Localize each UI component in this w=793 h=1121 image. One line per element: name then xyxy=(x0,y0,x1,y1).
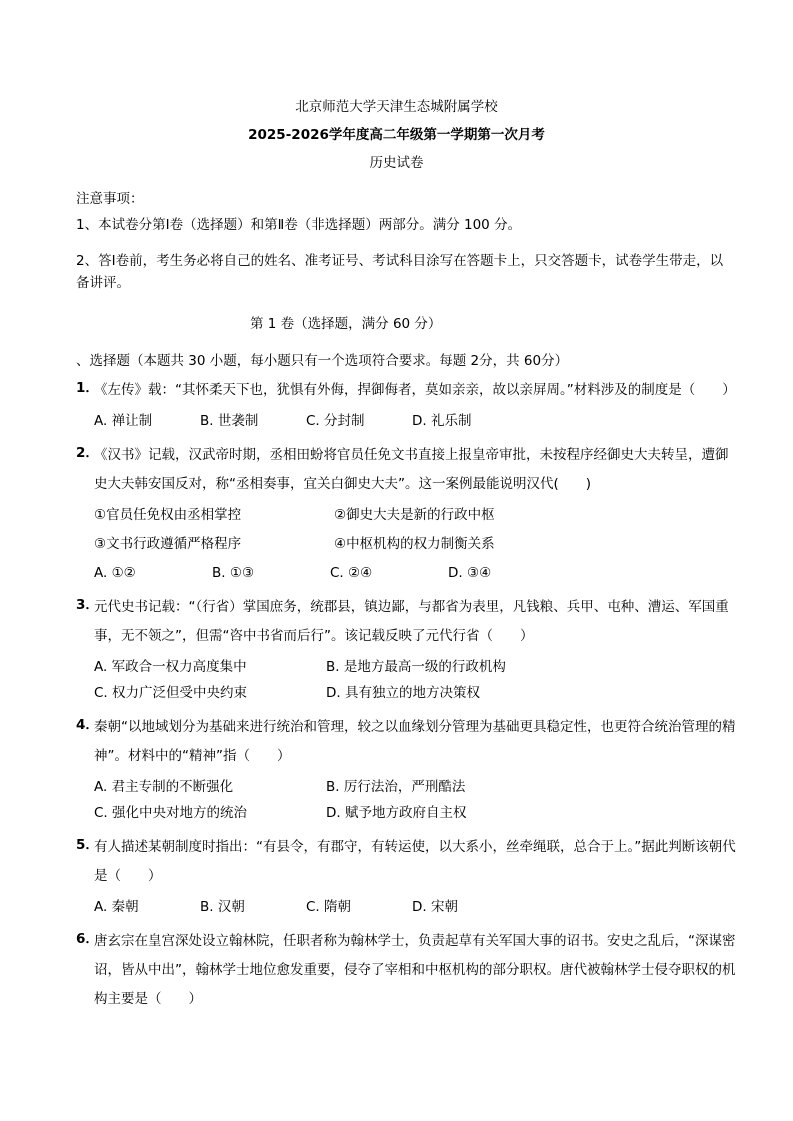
option-d[interactable]: D. 礼乐制 xyxy=(412,413,472,429)
statement-4: ④中枢机构的权力制衡关系 xyxy=(334,536,495,552)
option-b[interactable]: B. 汉朝 xyxy=(200,899,245,915)
option-b[interactable]: B. 是地方最高一级的行政机构 xyxy=(326,659,506,675)
option-a[interactable]: A. 禅让制 xyxy=(94,413,153,429)
question-text: 有人描述某朝制度时指出：“有县令，有郡守，有转运使，以大系小，丝牵绳联，总合于上。”据此判断该朝代是（ ） xyxy=(94,839,736,884)
question-3 xyxy=(76,593,736,703)
question-2 xyxy=(76,441,736,583)
question-5 xyxy=(76,833,736,917)
options-row-2 xyxy=(94,803,736,823)
option-b[interactable]: B. ①③ xyxy=(212,565,255,581)
option-c[interactable]: C. 强化中央对地方的统治 xyxy=(94,805,248,821)
question-number: 6． xyxy=(76,931,99,947)
statement-3: ③文书行政遵循严格程序 xyxy=(94,536,242,552)
question-4 xyxy=(76,713,736,823)
question-1 xyxy=(76,376,736,431)
statement-2: ②御史大夫是新的行政中枢 xyxy=(334,507,495,523)
option-c[interactable]: C. 权力广泛但受中央约束 xyxy=(94,685,248,701)
question-text: 元代史书记载：“（行省）掌国庶务，统郡县，镇边鄙，与都省为表里，凡钱粮、兵甲、屯种、漕运、军国重事，无不领之”，但需“咨中书省而后行”。该记载反映了元代行省（ ） xyxy=(94,599,729,644)
options xyxy=(94,411,736,431)
options xyxy=(94,897,736,917)
option-a[interactable]: A. 秦朝 xyxy=(94,899,139,915)
option-c[interactable]: C. 分封制 xyxy=(306,413,365,429)
option-a[interactable]: A. 军政合一权力高度集中 xyxy=(94,659,247,675)
question-text: 秦朝“以地域划分为基础来进行统治和管理，较之以血缘划分管理为基础更具稳定性，也更符合统治管理的精神”。材料中的“精神”指（ ） xyxy=(94,719,736,764)
question-number: 2． xyxy=(76,445,99,461)
option-b[interactable]: B. 世袭制 xyxy=(200,413,259,429)
options-row-2 xyxy=(94,683,736,703)
section-title: 、选择题（本题共 30 小题，每小题只有一个选项符合要求。每题 2分，共 60分） xyxy=(76,353,569,369)
notice-item-1: 1、本试卷分第Ⅰ卷（选择题）和第Ⅱ卷（非选择题）两部分。满分 100 分。 xyxy=(76,217,522,233)
exam-header xyxy=(0,93,793,177)
notice-section xyxy=(76,188,736,306)
statements xyxy=(94,505,736,554)
subject-title: 历史试卷 xyxy=(369,155,424,171)
question-list xyxy=(76,350,736,1014)
options-row-1 xyxy=(94,657,736,677)
question-text: 《左传》载：“其怀柔天下也，犹惧有外侮，捍御侮者，莫如亲亲，故以亲屏周。”材料涉及的制度是（ ） xyxy=(94,382,736,398)
exam-name: 2025-2026学年度高二年级第一学期第一次月考 xyxy=(248,127,545,143)
question-number: 4． xyxy=(76,717,99,733)
notice-item-2: 2、答Ⅰ卷前，考生务必将自己的姓名、准考证号、考试科目涂写在答题卡上，只交答题卡，试卷学生带走，以备讲评。 xyxy=(76,253,724,291)
option-c[interactable]: C. ②④ xyxy=(330,565,373,581)
question-text: 唐玄宗在皇宫深处设立翰林院，任职者称为翰林学士，负责起草有关军国大事的诏书。安史之乱后，“深谋密诏，皆从中出”，翰林学士地位愈发重要，侵夺了宰相和中枢机构的部分职权。唐代被翰林学士侵夺职权的机构主要是（ ） xyxy=(94,933,736,1007)
question-number: 5． xyxy=(76,837,99,853)
options xyxy=(94,563,736,583)
option-b[interactable]: B. 厉行法治，严刑酷法 xyxy=(326,779,466,795)
question-6 xyxy=(76,927,736,1014)
option-c[interactable]: C. 隋朝 xyxy=(306,899,352,915)
question-number: 1． xyxy=(76,380,99,396)
option-d[interactable]: D. ③④ xyxy=(448,565,492,581)
option-d[interactable]: D. 宋朝 xyxy=(412,899,458,915)
part-title: 第 1 卷（选择题，满分 60 分） xyxy=(250,316,442,332)
question-number: 3． xyxy=(76,597,99,613)
statement-1: ①官员任免权由丞相掌控 xyxy=(94,507,242,523)
option-a[interactable]: A. ①② xyxy=(94,565,136,581)
option-d[interactable]: D. 赋予地方政府自主权 xyxy=(326,805,467,821)
option-d[interactable]: D. 具有独立的地方决策权 xyxy=(326,685,480,701)
notice-title: 注意事项： xyxy=(76,191,144,207)
option-a[interactable]: A. 君主专制的不断强化 xyxy=(94,779,234,795)
options-row-1 xyxy=(94,777,736,797)
school-name: 北京师范大学天津生态城附属学校 xyxy=(295,99,498,115)
question-text: 《汉书》记载，汉武帝时期，丞相田蚡将官员任免文书直接上报皇帝审批，未按程序经御史大夫转呈，遭御史大夫韩安国反对，称“丞相奏事，宜关白御史大夫”。这一案例最能说明汉代( ) xyxy=(94,447,729,492)
